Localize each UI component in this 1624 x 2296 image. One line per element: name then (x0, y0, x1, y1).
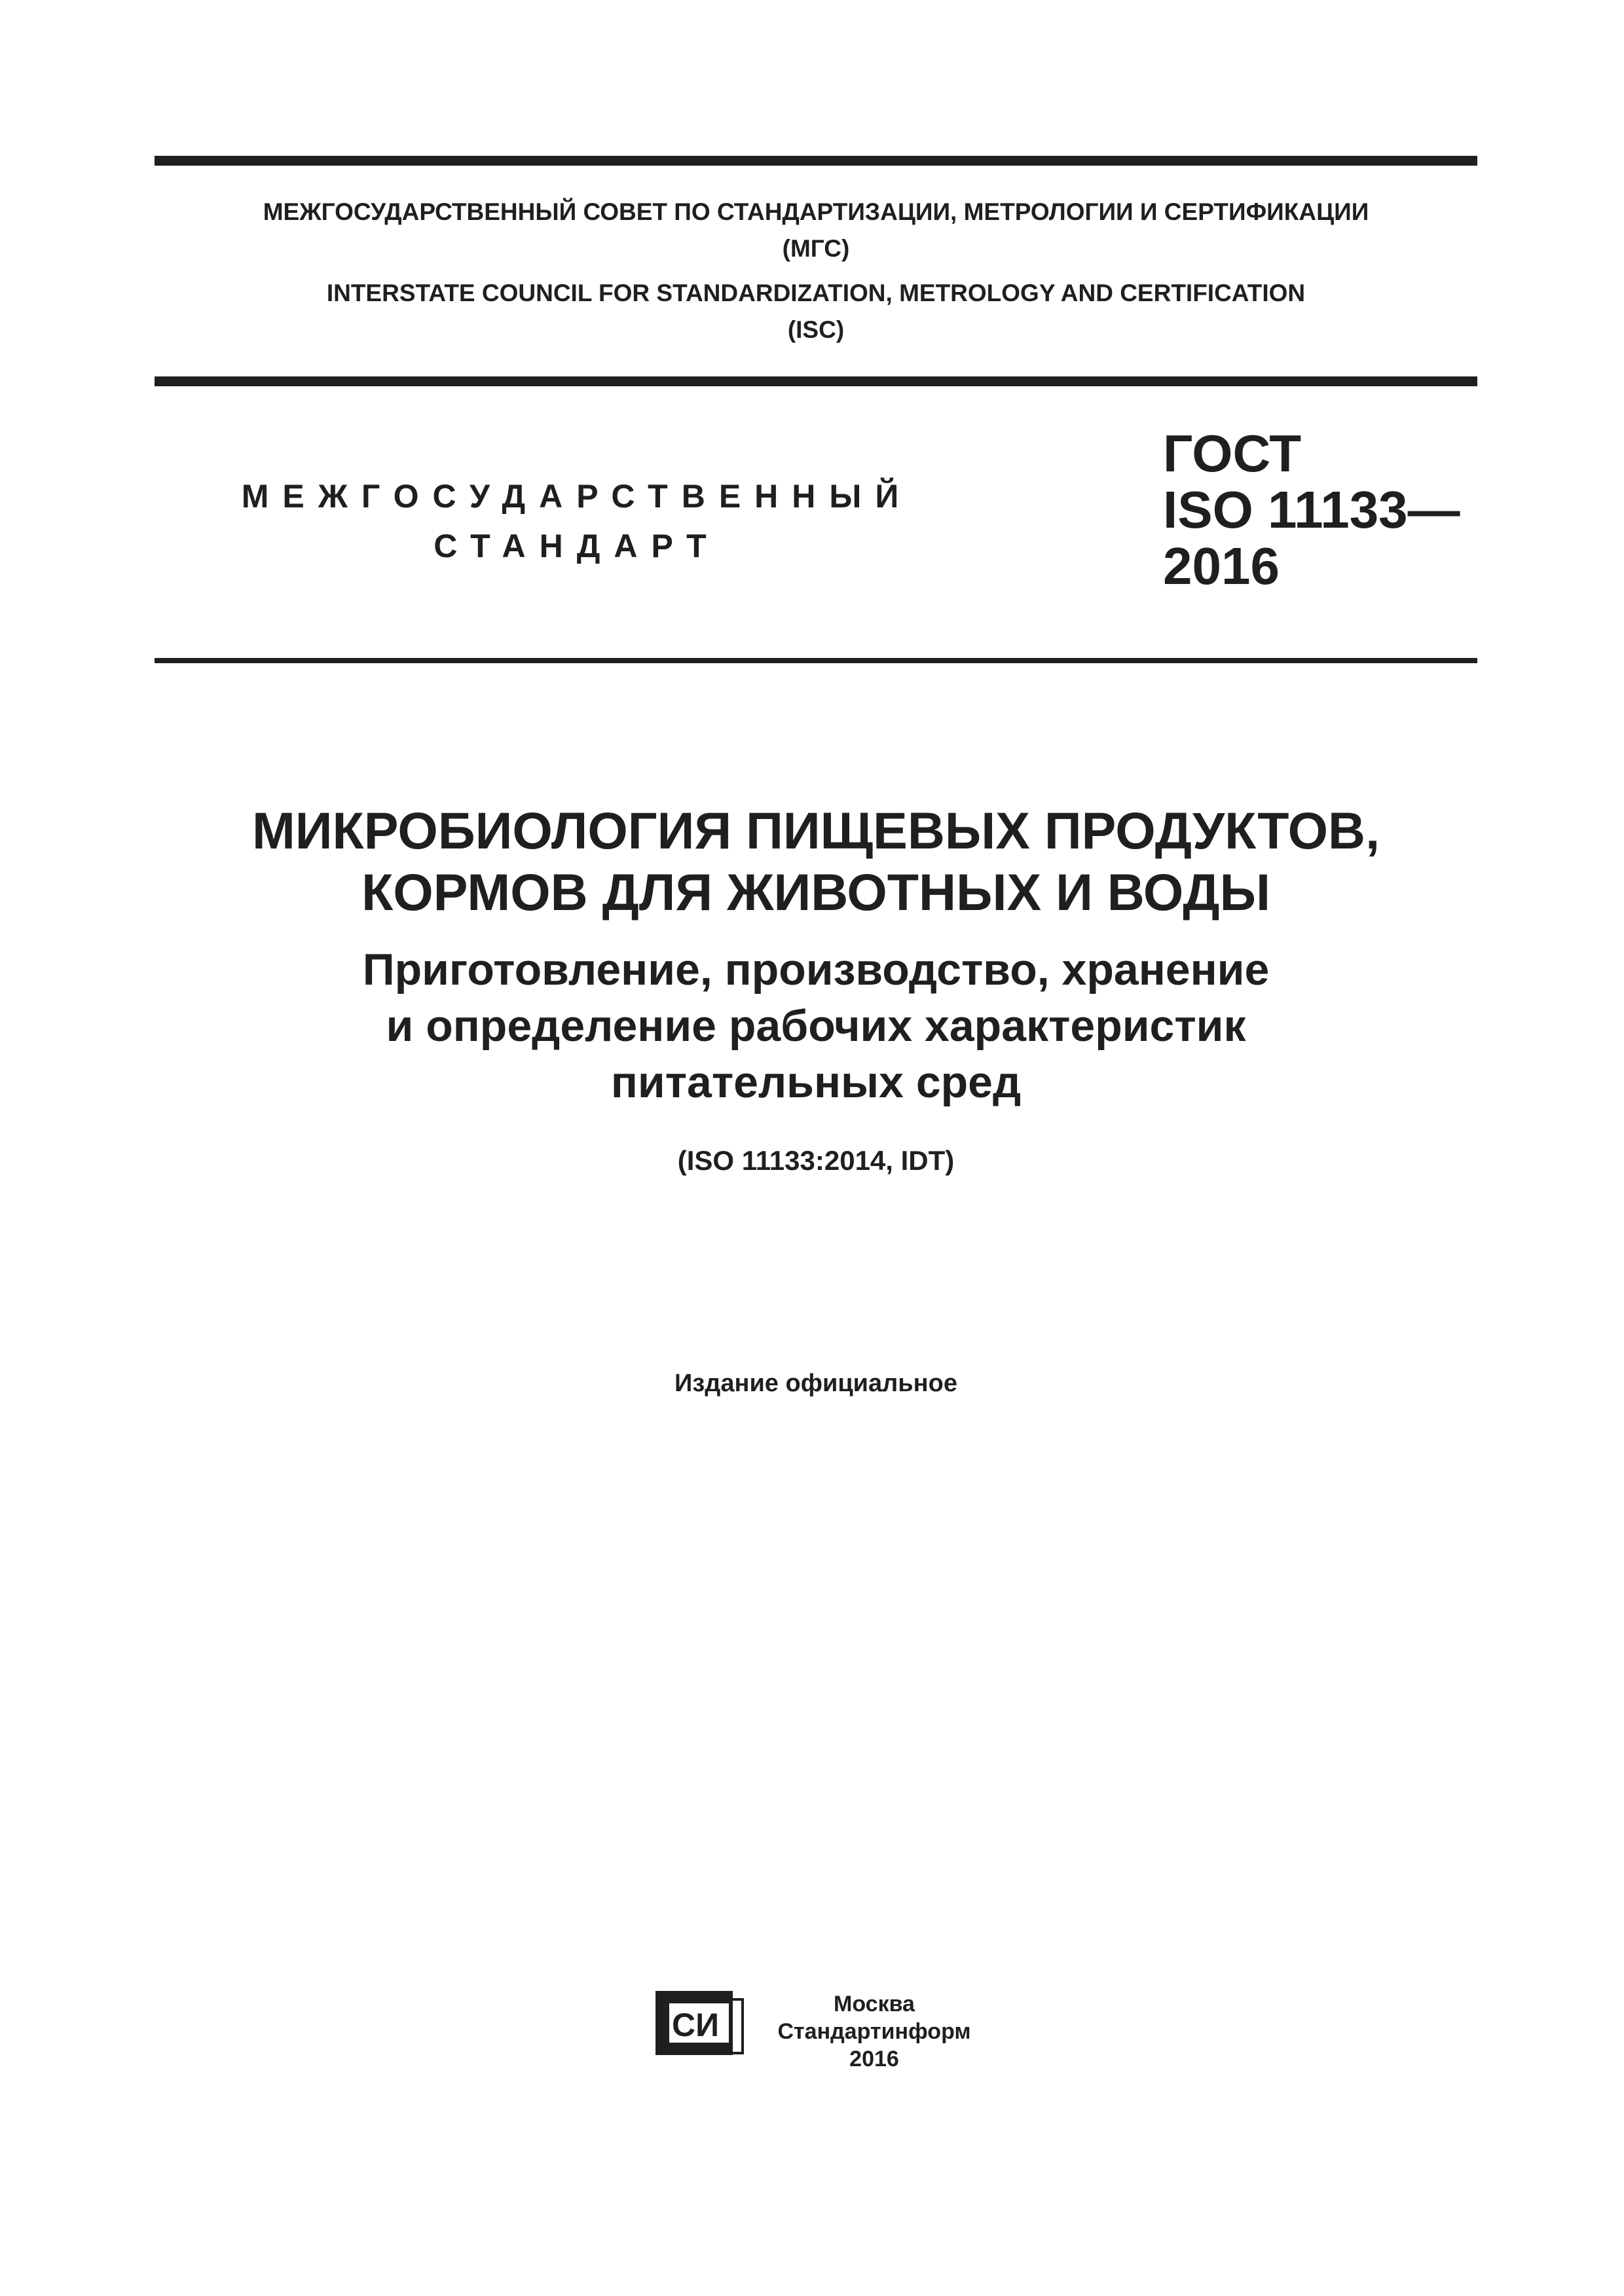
council-ru-line2: (МГС) (782, 235, 850, 262)
council-ru-line1: МЕЖГОСУДАРСТВЕННЫЙ СОВЕТ ПО СТАНДАРТИЗАЦИИ, МЕТРОЛОГИИ И СЕРТИФИКАЦИИ (263, 198, 1369, 225)
iso-reference: (ISO 11133:2014, IDT) (677, 1145, 955, 1176)
designation-line1: ГОСТ (1163, 424, 1302, 483)
title-main-line2: КОРМОВ ДЛЯ ЖИВОТНЫХ И ВОДЫ (361, 863, 1270, 921)
publisher-year: 2016 (849, 2047, 899, 2071)
standard-type-line1: МЕЖГОСУДАРСТВЕННЫЙ (241, 478, 913, 515)
title-sub-line3: питательных сред (610, 1057, 1022, 1107)
top-rule (155, 156, 1477, 166)
document-title (155, 800, 1477, 1177)
council-en-line2: (ISC) (787, 316, 845, 343)
designation-line3: 2016 (1163, 537, 1280, 595)
publisher-name: Стандартинформ (777, 2019, 971, 2044)
title-sub-line2: и определение рабочих характеристик (386, 1001, 1246, 1051)
council-en-line1: INTERSTATE COUNCIL FOR STANDARDIZATION, METROLOGY AND CERTIFICATION (326, 280, 1306, 306)
standard-type (155, 471, 999, 571)
standartinform-logo-icon (655, 1990, 747, 2056)
publisher-city: Москва (834, 1992, 915, 2016)
designation-divider-rule (155, 658, 1477, 663)
title-subtitle (155, 941, 1477, 1110)
title-main (155, 800, 1477, 923)
edition-label: Издание официальное (674, 1370, 957, 1397)
designation-line2: ISO 11133— (1163, 481, 1460, 539)
logo-text: СИ (671, 2007, 720, 2043)
council-header (155, 194, 1477, 348)
title-main-line1: МИКРОБИОЛОГИЯ ПИЩЕВЫХ ПРОДУКТОВ, (251, 801, 1380, 860)
publisher-info (766, 1990, 982, 2073)
standard-designation (1163, 426, 1460, 594)
standard-type-line2: СТАНДАРТ (434, 528, 720, 564)
title-sub-line1: Приготовление, производство, хранение (362, 945, 1270, 994)
header-divider-rule (155, 376, 1477, 386)
